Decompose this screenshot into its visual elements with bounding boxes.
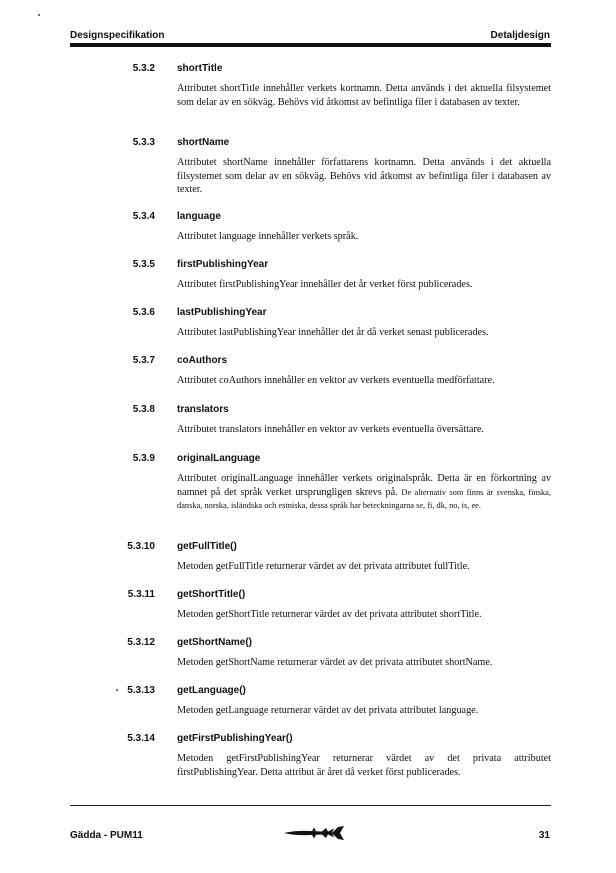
section-number: 5.3.4 — [132, 211, 155, 222]
section-number: 5.3.7 — [132, 355, 155, 366]
section-number: 5.3.12 — [127, 637, 155, 648]
section-body: Attributet lastPublishingYear innehåller det år då verket senast publicerades. — [177, 327, 489, 338]
footer-rule — [70, 805, 551, 806]
section-number: 5.3.10 — [127, 541, 155, 552]
section-number: 5.3.9 — [132, 453, 155, 464]
section-title: translators — [177, 404, 229, 415]
section-number: 5.3.11 — [127, 589, 155, 600]
section-title: shortTitle — [177, 63, 223, 74]
header-left: Designspecifikation — [70, 30, 165, 41]
footer-left: Gädda - PUM11 — [70, 830, 143, 841]
section-body: Attributet language innehåller verkets språk. — [177, 231, 359, 242]
section-body: Attributet firstPublishingYear innehåller det år verket först publicerades. — [177, 279, 473, 290]
scan-speck — [116, 689, 118, 691]
section-body: Metoden getShortName returnerar värdet av det privata attributet shortName. — [177, 657, 493, 668]
header-rule — [70, 43, 551, 47]
section-body: Attributet shortTitle innehåller verkets kortnamn. Detta används i det aktuella filsystemet som delar av en sökväg. Behövs vid åtkomst av befintliga filer i databasen av texter. — [177, 83, 551, 108]
section-body: Metoden getShortTitle returnerar värdet av det privata attributet shortTitle. — [177, 609, 482, 620]
page-header — [70, 27, 550, 41]
section-number: 5.3.2 — [132, 63, 155, 74]
section-title: getShortTitle() — [177, 589, 246, 600]
section-title: getFirstPublishingYear() — [177, 733, 293, 744]
section-title: coAuthors — [177, 355, 227, 366]
header-right: Detaljdesign — [490, 30, 550, 41]
section-body — [177, 472, 551, 513]
section-body: Attributet coAuthors innehåller en vektor av verkets eventuella medförfattare. — [177, 375, 495, 386]
section-body: Attributet shortName innehåller författarens kortnamn. Detta används i det aktuella filsystemet som delar av en sökväg. Behövs vid åtkomst av befintliga filer i databasen av texter. — [177, 157, 551, 195]
scan-speck — [38, 14, 40, 16]
page-footer — [70, 828, 550, 844]
section-body: Metoden getFirstPublishingYear returnerar värdet av det privata attributet firstPublishingYear. Detta attribut är året då verket först publicerades. — [177, 753, 551, 778]
page-number: 31 — [538, 830, 550, 841]
section-title: language — [177, 211, 221, 222]
section-body: Metoden getFullTitle returnerar värdet av det privata attributet fullTitle. — [177, 561, 470, 572]
section-title: originalLanguage — [177, 453, 261, 464]
section-title: shortName — [177, 137, 230, 148]
section-title: firstPublishingYear — [177, 259, 269, 270]
section-number: 5.3.14 — [127, 733, 155, 744]
section-body: Attributet translators innehåller en vektor av verkets eventuella översättare. — [177, 424, 484, 435]
section-body-small: De alternativ som finns är svenska, finska, danska, norska, isländska och estniska, dessa språk har beteckningarna se, fi, dk, no, is, ee. — [177, 487, 551, 510]
section-body: Metoden getLanguage returnerar värdet av det privata attributet language. — [177, 705, 479, 716]
section-number: 5.3.8 — [132, 404, 155, 415]
section-body-main: Attributet originalLanguage innehåller verkets originalspråk. Detta är en förkortning av namnet på det språk verket ursprungligen skrevs på. — [177, 473, 551, 498]
section-number: 5.3.13 — [127, 685, 155, 696]
section-number: 5.3.5 — [132, 259, 155, 270]
section-title: getFullTitle() — [177, 541, 237, 552]
pike-fish-icon — [282, 824, 346, 842]
section-title: getShortName() — [177, 637, 253, 648]
section-title: getLanguage() — [177, 685, 246, 696]
section-title: lastPublishingYear — [177, 307, 267, 318]
section-number: 5.3.6 — [132, 307, 155, 318]
section-number: 5.3.3 — [132, 137, 155, 148]
